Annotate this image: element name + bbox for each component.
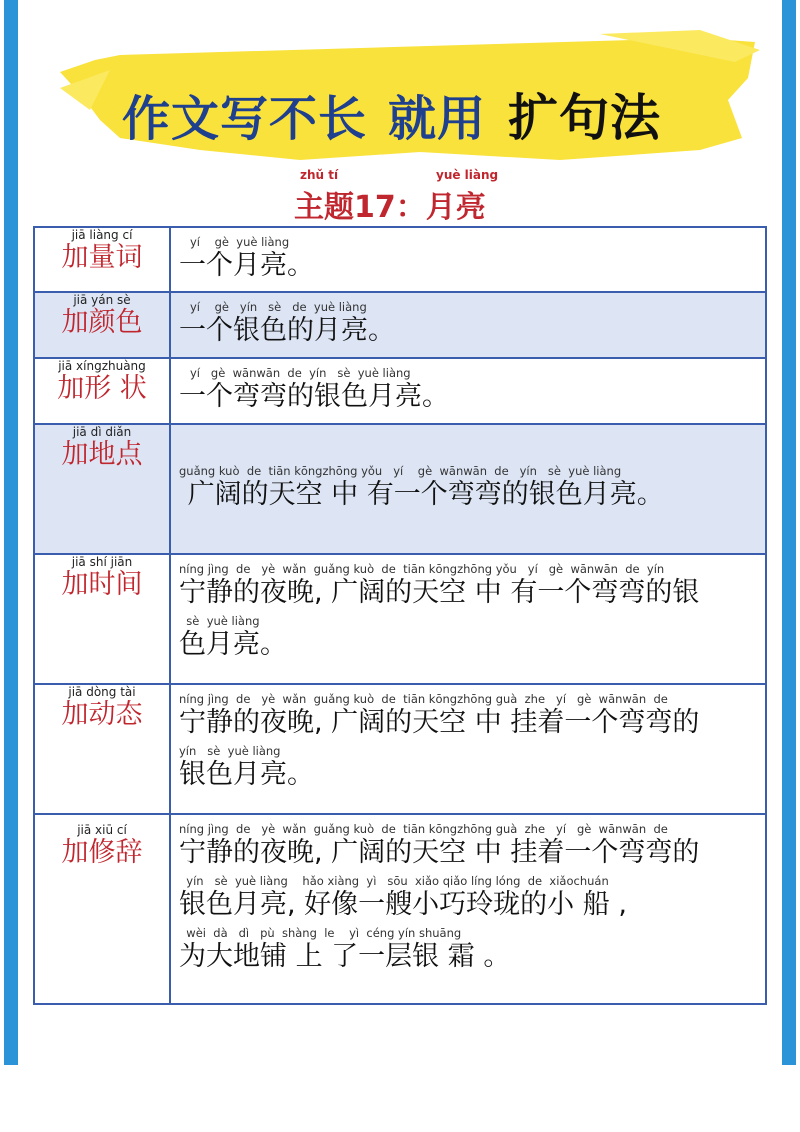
content-pinyin: yí gè yín sè de yuè liàng — [179, 300, 367, 314]
row-content-cell — [170, 554, 766, 684]
label-pinyin: jiā dì diǎn — [72, 425, 132, 439]
content-text: 色月亮。 — [179, 629, 287, 660]
subtitle-pinyin-1: zhǔ tí — [300, 168, 339, 182]
content-pinyin: yín sè yuè liàng hǎo xiàng yì sōu xiǎo qiǎo líng lóng de xiǎochuán — [179, 874, 609, 888]
expansion-table — [33, 226, 767, 1005]
title-part-2: 就用 — [388, 91, 487, 147]
row-label-cell — [34, 227, 170, 292]
row-label-cell — [34, 554, 170, 684]
row-content-cell — [170, 814, 766, 1004]
row-label-cell — [34, 424, 170, 554]
label-text: 加形 状 — [57, 373, 147, 404]
row-content-cell — [170, 358, 766, 424]
table-row — [34, 814, 766, 1004]
label-pinyin: jiā shí jiān — [71, 555, 133, 569]
row-content-cell — [170, 424, 766, 554]
content-pinyin: yí gè yuè liàng — [179, 235, 290, 249]
content-text: 一个月亮。 — [179, 250, 314, 281]
content-pinyin: sè yuè liàng — [179, 614, 260, 628]
content-text: 宁静的夜晚, 广阔的天空 中 挂着一个弯弯的 — [179, 837, 700, 868]
label-text: 加地点 — [61, 439, 143, 470]
row-content-cell — [170, 684, 766, 814]
row-label-cell — [34, 684, 170, 814]
table-row — [34, 227, 766, 292]
label-pinyin: jiā liàng cí — [71, 228, 133, 242]
content-text: 宁静的夜晚, 广阔的天空 中 挂着一个弯弯的 — [179, 707, 700, 738]
title-part-1: 作文写不长 — [122, 91, 368, 147]
content-pinyin: yín sè yuè liàng — [179, 744, 281, 758]
label-pinyin: jiā yán sè — [73, 293, 131, 307]
content-text: 广阔的天空 中 有一个弯弯的银色月亮。 — [179, 479, 664, 510]
subtitle-pinyin-2: yuè liàng — [436, 168, 499, 182]
label-pinyin: jiā xiū cí — [77, 823, 127, 837]
content-text: 为大地铺 上 了一层银 霜 。 — [179, 941, 511, 972]
label-pinyin: jiā xíngzhuàng — [58, 359, 146, 373]
subtitle-text: 主题17：月亮 — [294, 190, 486, 225]
row-label-cell — [34, 814, 170, 1004]
label-text: 加动态 — [61, 699, 143, 730]
row-label-cell — [34, 292, 170, 358]
label-text: 加颜色 — [61, 307, 143, 338]
content-pinyin: níng jìng de yè wǎn guǎng kuò de tiān kōngzhōng yǒu yí gè wānwān de yín — [179, 562, 665, 576]
table-row — [34, 424, 766, 554]
table-row — [34, 292, 766, 358]
content-text: 一个弯弯的银色月亮。 — [179, 381, 449, 412]
row-content-cell — [170, 292, 766, 358]
content-pinyin: wèi dà dì pù shàng le yì céng yín shuāng — [179, 926, 462, 940]
label-text: 加修辞 — [61, 837, 143, 868]
label-text: 加时间 — [61, 569, 143, 600]
table-row — [34, 358, 766, 424]
label-pinyin: jiā dòng tài — [68, 685, 136, 699]
content-pinyin: yí gè wānwān de yín sè yuè liàng — [179, 366, 411, 380]
label-text: 加量词 — [61, 242, 143, 273]
table-row — [34, 684, 766, 814]
row-content-cell — [170, 227, 766, 292]
content-text: 一个银色的月亮。 — [179, 315, 395, 346]
content-text: 银色月亮。 — [179, 759, 314, 790]
content-text: 银色月亮, 好像一艘小巧玲珑的小 船 , — [179, 889, 627, 920]
content-pinyin: níng jìng de yè wǎn guǎng kuò de tiān kōngzhōng guà zhe yí gè wānwān de — [179, 822, 668, 836]
title-part-3: 扩句法 — [508, 89, 661, 147]
content-text: 宁静的夜晚, 广阔的天空 中 有一个弯弯的银 — [179, 577, 700, 608]
content-pinyin: níng jìng de yè wǎn guǎng kuò de tiān kōngzhōng guà zhe yí gè wānwān de — [179, 692, 668, 706]
row-label-cell — [34, 358, 170, 424]
content-pinyin: guǎng kuò de tiān kōngzhōng yǒu yí gè wānwān de yín sè yuè liàng — [179, 464, 622, 478]
table-row — [34, 554, 766, 684]
